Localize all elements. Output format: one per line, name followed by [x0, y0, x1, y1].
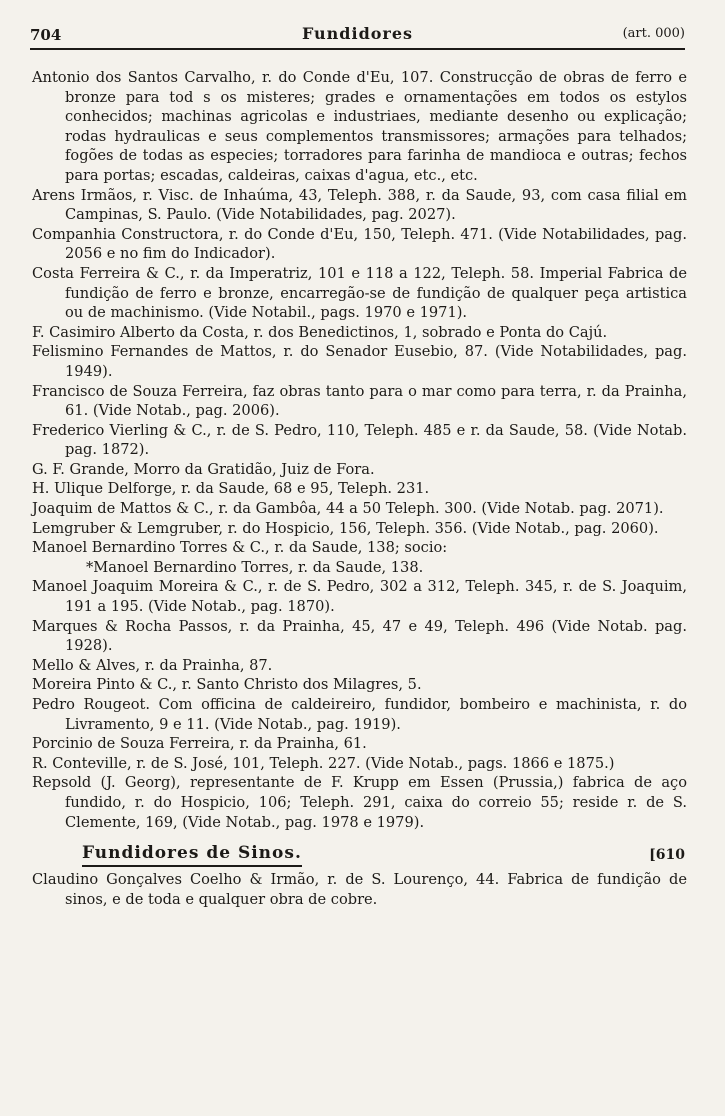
- entry: Marques & Rocha Passos, r. da Prainha, 45, 47 e 49, Teleph. 496 (Vide Notab. pag. 1928).: [32, 617, 687, 655]
- entry: R. Conteville, r. de S. José, 101, Teleph. 227. (Vide Notab., pags. 1866 e 1875.): [32, 754, 615, 772]
- section-title: Fundidores de Sinos.: [82, 844, 302, 867]
- entry: Repsold (J. Georg), representante de F. Krupp em Essen (Prussia,) fabrica de aço fundido, r. do Hospicio, 106; Teleph. 291, caixa do correio 55; reside r. de S. Clemente, 169, (Vide Notab., pag. 1978 e 1979).: [32, 774, 687, 831]
- entry: Manoel Bernardino Torres & C., r. da Saude, 138; socio:: [32, 539, 448, 557]
- entry: Felismino Fernandes de Mattos, r. do Senador Eusebio, 87. (Vide Notabilidades, pag. 1949).: [32, 343, 687, 380]
- entry: Francisco de Souza Ferreira, faz obras tanto para o mar como para terra, r. da Prainha, 61. (Vide Notab., pag. 2006).: [32, 382, 687, 420]
- entry: Lemgruber & Lemgruber, r. do Hospicio, 156, Teleph. 356. (Vide Notab., pag. 2060).: [32, 519, 659, 537]
- page-number: 704: [30, 26, 62, 44]
- entry: G. F. Grande, Morro da Gratidão, Juiz de Fora.: [32, 460, 375, 478]
- section-number: [610: [649, 847, 685, 864]
- entry: Companhia Constructora, r. do Conde d'Eu, 150, Teleph. 471. (Vide Notabilidades, pag. 2056 e no fim do Indicador).: [32, 225, 687, 263]
- entry: F. Casimiro Alberto da Costa, r. dos Benedictinos, 1, sobrado e Ponta do Cajú.: [32, 323, 608, 341]
- header-rule: [30, 48, 685, 50]
- entry: Costa Ferreira & C., r. da Imperatriz, 101 e 118 a 122, Teleph. 58. Imperial Fabrica de fundição de ferro e bronze, encarregão-se de fundição de qualquer peça artistica ou de machinismo. (Vide Notabil., pags. 1970 e 1971).: [32, 264, 687, 322]
- section-heading: [32, 840, 687, 870]
- entry: Antonio dos Santos Carvalho, r. do Conde d'Eu, 107. Construcção de obras de ferro e bronze para tod s os misteres; grades e ornamentações em todos os estylos conhecidos; machinas agricolas e industriaes, mediante desenho ou explicação; rodas hydraulicas e seus complementos transmissores; armações para telhados; fogões de todas as especies; torradores para farinha de mandioca e outras; fechos para portas; escadas, caldeiras, caixas d'agua, etc., etc.: [32, 69, 687, 184]
- entry: Frederico Vierling & C., r. de S. Pedro, 110, Teleph. 485 e r. da Saude, 58. (Vide Notab. pag. 1872).: [32, 421, 687, 459]
- entry: Arens Irmãos, r. Visc. de Inhaúma, 43, Teleph. 388, r. da Saude, 93, com casa filial em Campinas, S. Paulo. (Vide Notabilidades, pag. 2027).: [32, 186, 687, 224]
- page-header: [30, 22, 685, 48]
- article-reference: (art. 000): [622, 26, 685, 41]
- entry: Mello & Alves, r. da Prainha, 87.: [32, 656, 273, 674]
- entry: Claudino Gonçalves Coelho & Irmão, r. de S. Lourenço, 44. Fabrica de fundição de sinos, e de toda e qualquer obra de cobre.: [32, 871, 687, 908]
- entry: Pedro Rougeot. Com officina de caldeireiro, fundidor, bombeiro e machinista, r. do Livramento, 9 e 11. (Vide Notab., pag. 1919).: [32, 696, 687, 733]
- entry: Manoel Joaquim Moreira & C., r. de S. Pedro, 302 a 312, Teleph. 345, r. de S. Joaquim, 191 a 195. (Vide Notab., pag. 1870).: [32, 578, 687, 616]
- entries-list: [32, 68, 687, 909]
- entry: Porcinio de Souza Ferreira, r. da Prainha, 61.: [32, 735, 367, 753]
- entry-partner: *Manoel Bernardino Torres, r. da Saude, 138.: [86, 558, 424, 576]
- entry: Joaquim de Mattos & C., r. da Gambôa, 44 a 50 Teleph. 300. (Vide Notab. pag. 2071).: [32, 500, 664, 518]
- page-title: Fundidores: [301, 24, 414, 43]
- entry: Moreira Pinto & C., r. Santo Christo dos Milagres, 5.: [32, 676, 422, 694]
- entry: H. Ulique Delforge, r. da Saude, 68 e 95, Teleph. 231.: [32, 480, 430, 498]
